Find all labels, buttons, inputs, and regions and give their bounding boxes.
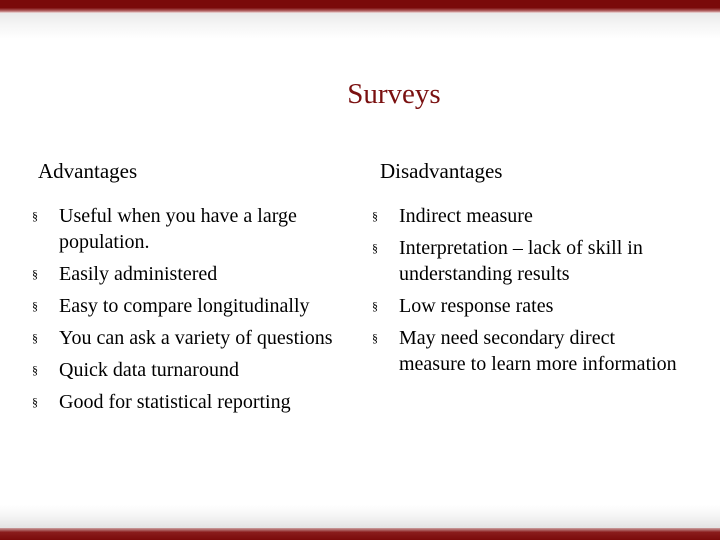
advantages-heading: Advantages (38, 159, 138, 183)
disadvantages-list (372, 203, 682, 383)
bullet-icon: § (32, 267, 38, 281)
bullet-icon: § (32, 395, 38, 409)
list-item (372, 293, 682, 319)
list-item-text: Easily administered (59, 263, 218, 285)
list-item (372, 203, 682, 229)
bullet-icon: § (32, 209, 38, 223)
top-decorative-bar (0, 0, 720, 13)
slide-title: Surveys (347, 78, 441, 110)
list-item-text: You can ask a variety of questions (59, 327, 333, 349)
list-item-text: Quick data turnaround (59, 359, 239, 381)
bullet-icon: § (32, 331, 38, 345)
bullet-icon: § (372, 299, 378, 313)
list-item (372, 235, 682, 287)
bullet-icon: § (32, 363, 38, 377)
bottom-shadow-band (0, 505, 720, 528)
list-item-text: May need secondary direct measure to learn more information (399, 327, 677, 375)
list-item-text: Indirect measure (399, 205, 533, 227)
disadvantages-heading: Disadvantages (380, 159, 503, 183)
advantages-list (32, 203, 342, 421)
list-item (32, 203, 342, 255)
list-item (32, 389, 342, 415)
bullet-icon: § (372, 331, 378, 345)
list-item (32, 325, 342, 351)
bullet-icon: § (372, 241, 378, 255)
list-item (32, 357, 342, 383)
list-item-text: Good for statistical reporting (59, 391, 291, 413)
bullet-icon: § (372, 209, 378, 223)
list-item (32, 261, 342, 287)
list-item (32, 293, 342, 319)
list-item-text: Low response rates (399, 295, 554, 317)
top-shadow-band (0, 13, 720, 39)
bottom-decorative-bar (0, 528, 720, 540)
list-item-text: Easy to compare longitudinally (59, 295, 310, 317)
list-item (372, 325, 682, 377)
list-item-text: Interpretation – lack of skill in understanding results (399, 237, 643, 285)
list-item-text: Useful when you have a large population. (59, 205, 297, 253)
bullet-icon: § (32, 299, 38, 313)
